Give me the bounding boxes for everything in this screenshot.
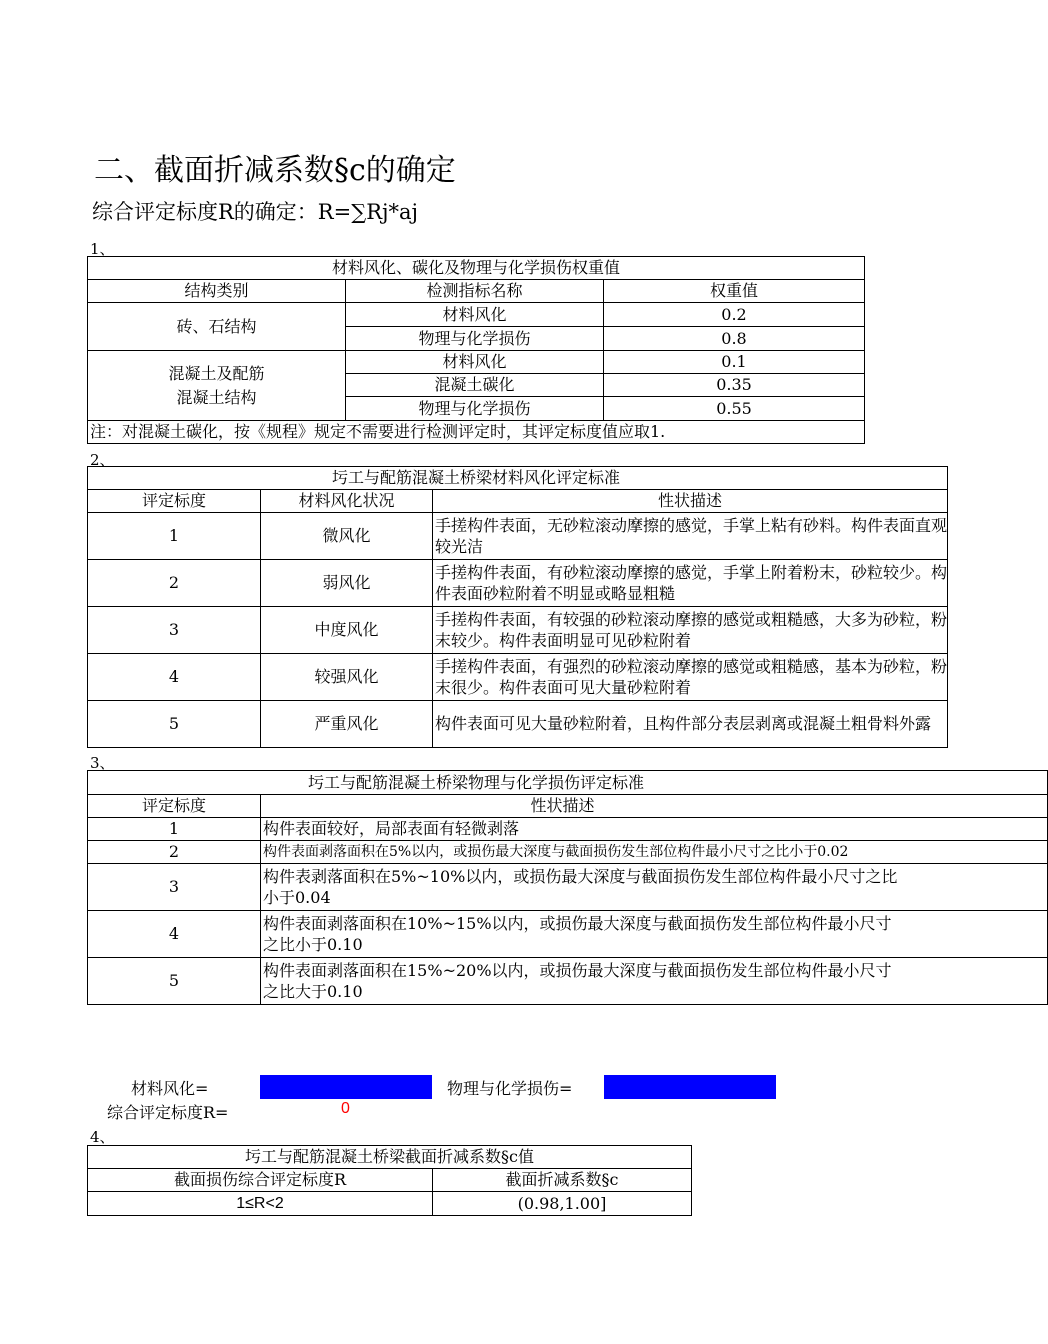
damage-input[interactable] — [604, 1075, 776, 1099]
weight-table-note: 注：对混凝土碳化，按《规程》规定不需要进行检测评定时，其评定标度值应取1. — [88, 421, 865, 444]
table-cell: 弱风化 — [261, 560, 433, 607]
coefficient-table-caption: 圬工与配筋混凝土桥梁截面折减系数§c值 — [88, 1146, 692, 1169]
damage-table-viewport — [87, 770, 898, 1005]
table-cell: 5 — [88, 958, 261, 1005]
header-weight: 权重值 — [604, 280, 865, 303]
section-4-number: 4、 — [90, 1128, 115, 1146]
table-cell: 1 — [88, 818, 261, 841]
r-label: 综合评定标度R= — [107, 1103, 229, 1122]
table-cell: 0.2 — [604, 303, 865, 327]
section-2-number: 2、 — [90, 451, 115, 469]
weathering-table-caption — [88, 467, 948, 490]
weathering-label: 材料风化= — [131, 1079, 209, 1098]
table-cell: 物理与化学损伤 — [346, 397, 604, 421]
weight-table — [87, 256, 865, 444]
weathering-table-viewport — [87, 466, 948, 748]
header-description — [261, 795, 1048, 818]
table-cell: 0.35 — [604, 374, 865, 397]
header-coefficient: 截面折减系数§c — [433, 1169, 692, 1192]
table-cell: 0.1 — [604, 351, 865, 374]
brick-stone-label: 砖、石结构 — [88, 303, 346, 351]
damage-label: 物理与化学损伤= — [447, 1079, 573, 1098]
table-cell — [261, 864, 1048, 911]
damage-table-caption — [88, 771, 1048, 795]
table-cell: 材料风化 — [346, 351, 604, 374]
table-cell: 较强风化 — [261, 654, 433, 701]
table-cell: 1 — [88, 513, 261, 560]
table-cell: 2 — [88, 841, 261, 864]
damage-caption-text: 圬工与配筋混凝土桥梁物理与化学损伤评定标准 — [307, 772, 644, 792]
table-cell-text: 构件表剥落面积在5%~10%以内，或损伤最大深度与截面损伤发生部位构件最小尺寸之比小于0.04 — [263, 867, 898, 907]
header-scale: 评定标度 — [88, 795, 261, 818]
table-cell: 材料风化 — [346, 303, 604, 327]
section-1-number: 1、 — [90, 240, 115, 258]
table-cell: 构件表面可见大量砂粒附着，且构件部分表层剥离或混凝土粗骨料外露 — [433, 701, 948, 748]
coefficient-table — [87, 1145, 692, 1216]
header-structure-type: 结构类别 — [88, 280, 346, 303]
table-cell: 3 — [88, 864, 261, 911]
table-cell — [261, 958, 1048, 1005]
weight-table-caption: 材料风化、碳化及物理与化学损伤权重值 — [88, 257, 865, 280]
section-3-number: 3、 — [90, 754, 115, 772]
table-cell: 严重风化 — [261, 701, 433, 748]
table-cell: 手搓构件表面，有强烈的砂粒滚动摩擦的感觉或粗糙感，基本为砂粒，粉末很少。构件表面可见大量砂粒附着 — [433, 654, 948, 701]
damage-table — [87, 770, 1048, 1005]
header-r-scale: 截面损伤综合评定标度R — [88, 1169, 433, 1192]
weathering-table — [87, 466, 948, 748]
table-cell-text: 构件表面剥落面积在10%~15%以内，或损伤最大深度与截面损伤发生部位构件最小尺寸之比小于0.10 — [263, 914, 892, 954]
table-cell: 微风化 — [261, 513, 433, 560]
table-cell: 手搓构件表面，有较强的砂粒滚动摩擦的感觉或粗糙感，大多为砂粒，粉末较少。构件表面明显可见砂粒附着 — [433, 607, 948, 654]
table-cell: 0.55 — [604, 397, 865, 421]
table-cell: 1≤R<2 — [88, 1192, 433, 1216]
table-cell: 4 — [88, 654, 261, 701]
table-cell: 2 — [88, 560, 261, 607]
table-cell: 构件表面较好，局部表面有轻微剥落 — [261, 818, 1048, 841]
header-description: 性状描述 — [433, 490, 948, 513]
table-cell: 手搓构件表面，无砂粒滚动摩擦的感觉，手掌上粘有砂料。构件表面直观较光洁 — [433, 513, 948, 560]
table-cell — [261, 911, 1048, 958]
weathering-input[interactable] — [260, 1075, 432, 1099]
table-cell: 0.8 — [604, 327, 865, 351]
r-value: 0 — [341, 1100, 350, 1117]
concrete-label-line1: 混凝土及配筋 — [168, 363, 265, 383]
table-cell: 中度风化 — [261, 607, 433, 654]
table-cell-text: 构件表面剥落面积在15%~20%以内，或损伤最大深度与截面损伤发生部位构件最小尺寸之比大于0.10 — [263, 961, 892, 1001]
page-title: 二、截面折减系数§c的确定 — [94, 153, 456, 188]
table-cell: 物理与化学损伤 — [346, 327, 604, 351]
header-description-text: 性状描述 — [530, 796, 595, 815]
formula-subtitle: 综合评定标度R的确定：R=∑Rj*aj — [92, 200, 419, 224]
table-cell: (0.98,1.00] — [433, 1192, 692, 1216]
concrete-label-line2: 混凝土结构 — [176, 387, 257, 407]
header-scale: 评定标度 — [88, 490, 261, 513]
header-weathering-state: 材料风化状况 — [261, 490, 433, 513]
table-cell: 4 — [88, 911, 261, 958]
table-cell: 3 — [88, 607, 261, 654]
table-cell: 构件表面剥落面积在5%以内，或损伤最大深度与截面损伤发生部位构件最小尺寸之比小于0.02 — [261, 841, 1048, 864]
table-cell: 混凝土碳化 — [346, 374, 604, 397]
header-indicator-name: 检测指标名称 — [346, 280, 604, 303]
table-cell: 手搓构件表面，有砂粒滚动摩擦的感觉，手掌上附着粉末，砂粒较少。构件表面砂粒附着不明显或略显粗糙 — [433, 560, 948, 607]
weathering-caption-text: 圬工与配筋混凝土桥梁材料风化评定标准 — [331, 468, 620, 487]
table-cell: 5 — [88, 701, 261, 748]
concrete-label — [88, 351, 346, 421]
